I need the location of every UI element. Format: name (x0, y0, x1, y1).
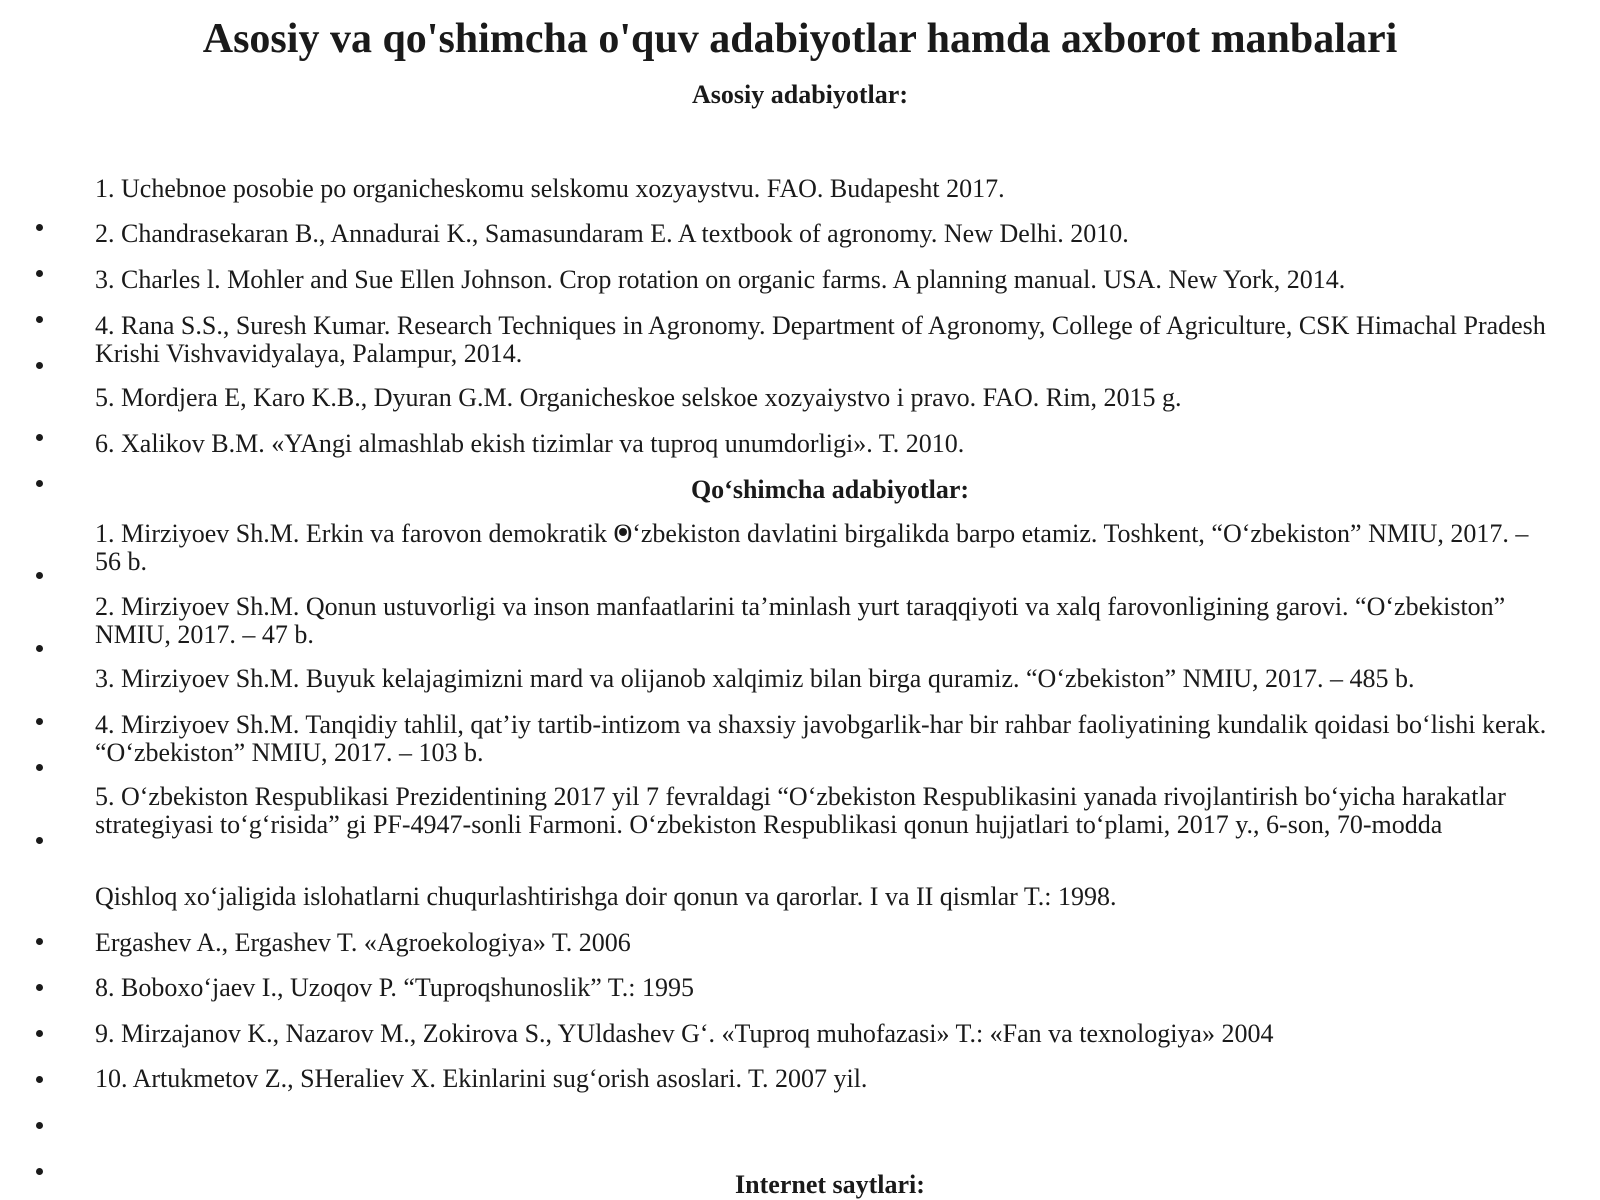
bullet-marker (34, 1074, 46, 1086)
extra-item-10: 10. Artukmetov Z., SHeraliev X. Ekinlarini sug‘orish asoslari. T. 2007 yil. (95, 1064, 868, 1093)
main-item-1: 1. Uchebnoe posobie po organicheskomu selskomu xozyaystvu. FAO. Budapesht 2017. (95, 174, 1005, 203)
section-heading-extra: Qo‘shimcha adabiyotlar: (690, 475, 970, 504)
extra-item-6: Qishloq xo‘jaligida islohatlarni chuqurlashtirishga doir qonun va qarorlar. I va II qismlar T.: 1998. (95, 882, 1117, 911)
section-heading-internet: Internet saytlari: (735, 1170, 925, 1199)
bullet-marker (34, 643, 46, 655)
bullet-marker (34, 762, 46, 774)
bullet-marker (34, 1028, 46, 1040)
main-item-2: 2. Chandrasekaran B., Annadurai K., Samasundaram E. A textbook of agronomy. New Delhi. 2010. (95, 219, 1129, 248)
bullet-marker (34, 360, 46, 372)
main-item-5: 5. Mordjera E, Karo K.B., Dyuran G.M. Organicheskoe selskoe xozyaiystvo i pravo. FAO. Rim, 2015 g. (95, 383, 1182, 412)
bullet-marker (34, 982, 46, 994)
bullet-marker (34, 1120, 46, 1132)
bullet-marker (34, 432, 46, 444)
bullet-marker (34, 570, 46, 582)
bullet-marker (34, 478, 46, 490)
extra-item-4: 4. Mirziyoev Sh.M. Tanqidiy tahlil, qat’iy tartib-intizom va shaxsiy javobgarlik-har bir rahbar faoliyatining kundalik qoidasi bo‘lishi kerak. “O‘zbekiston” NMIU, 2017. – 103 b. (95, 710, 1547, 767)
bullet-marker (34, 314, 46, 326)
extra-item-8: 8. Boboxo‘jaev I., Uzoqov P. “Tuproqshunoslik” T.: 1995 (95, 973, 694, 1002)
bullet-marker (34, 222, 46, 234)
section-heading-main: Asosiy adabiyotlar: (692, 80, 908, 109)
extra-item-7: Ergashev A., Ergashev T. «Agroekologiya» T. 2006 (95, 928, 631, 957)
extra-item-9: 9. Mirzajanov K., Nazarov M., Zokirova S., YUldashev G‘. «Tuproq muhofazasi» T.: «Fan va texnologiya» 2004 (95, 1019, 1274, 1048)
extra-item-3: 3. Mirziyoev Sh.M. Buyuk kelajagimizni mard va olijanob xalqimiz bilan birga quramiz. “O‘zbekiston” NMIU, 2017. – 485 b. (95, 664, 1415, 693)
extra-item-5: 5. O‘zbekiston Respublikasi Prezidentining 2017 yil 7 fevraldagi “O‘zbekiston Respublikasini yanada rivojlantirish bo‘yicha harakatlar strategiyasi to‘g‘risida” gi PF-4947-sonli Farmoni. O‘zbekiston Respublikasi qonun hujjatlari to‘plami, 2017 y., 6-son, 70-modda (95, 782, 1506, 839)
main-item-3: 3. Charles l. Mohler and Sue Ellen Johnson. Crop rotation on organic farms. A planning manual. USA. New York, 2014. (95, 265, 1346, 294)
extra-item-2: 2. Mirziyoev Sh.M. Qonun ustuvorligi va inson manfaatlarini ta’minlash yurt taraqqiyoti va xalq farovonligining garovi. “O‘zbekiston” NMIU, 2017. – 47 b. (95, 592, 1506, 649)
bullet-marker (34, 835, 46, 847)
bullet-marker (34, 716, 46, 728)
bullet-marker (34, 936, 46, 948)
main-item-6: 6. Xalikov B.M. «YAngi almashlab ekish tizimlar va tuproq unumdorligi». T. 2010. (95, 429, 965, 458)
extra-item-1: 1. Mirziyoev Sh.M. Erkin va farovon demokratik O‘zbekiston davlatini birgalikda barpo etamiz. Toshkent, “O‘zbekiston” NMIU, 2017. – 56 b. (95, 519, 1529, 576)
bullet-marker (34, 268, 46, 280)
page-title: Asosiy va qo'shimcha o'quv adabiyotlar hamda axborot manbalari (202, 16, 1398, 62)
main-item-4: 4. Rana S.S., Suresh Kumar. Research Techniques in Agronomy. Department of Agronomy, College of Agriculture, CSK Himachal Pradesh Krishi Vishvavidyalaya, Palampur, 2014. (95, 311, 1546, 368)
bullet-marker (34, 1166, 46, 1178)
